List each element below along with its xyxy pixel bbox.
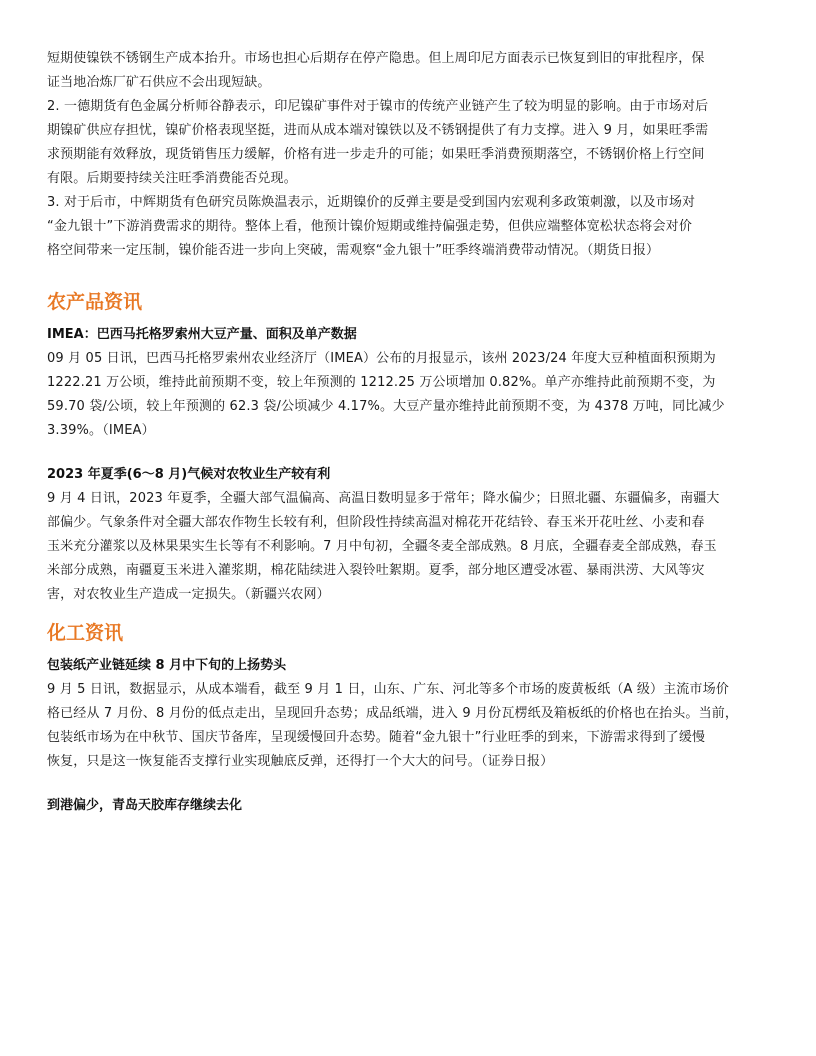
- article-title: 包装纸产业链延续 8 月中下旬的上扬势头: [47, 658, 287, 673]
- paragraph-line: 求预期能有效释放，现货销售压力缓解，价格有进一步走升的可能；如果旺季消费预期落空，不锈钢价格上行空间: [47, 147, 705, 162]
- agri-section: [47, 287, 756, 607]
- news-article: [47, 463, 756, 607]
- section-heading: 化工资讯: [47, 622, 124, 644]
- news-article: [47, 654, 756, 774]
- paragraph-line: “金九银十”下游消费需求的期待。整体上看，他预计镍价短期或维持偏强走势，但供应端整体宽松状态将会对价: [47, 219, 692, 234]
- paragraph-line: 3. 对于后市，中辉期货有色研究员陈焕温表示，近期镍价的反弹主要是受到国内宏观利多政策刺激，以及市场对: [47, 195, 696, 210]
- paragraph-line: 恢复，只是这一恢复能否支撑行业实现触底反弹，还得打一个大大的问号。（证券日报）: [47, 754, 554, 769]
- paragraph-line: 玉米充分灌浆以及林果果实生长等有不利影响。7 月中旬初，全疆冬麦全部成熟。8 月底，全疆春麦全部成熟，春玉: [47, 539, 717, 554]
- paragraph-line: 2. 一德期货有色金属分析师谷静表示，印尼镍矿事件对于镍市的传统产业链产生了较为明显的影响。由于市场对后: [47, 99, 709, 114]
- paragraph-line: 短期使镍铁不锈钢生产成本抬升。市场也担心后期存在停产隐患。但上周印尼方面表示已恢复到旧的审批程序，保: [47, 51, 705, 66]
- paragraph-line: 期镍矿供应存担忧，镍矿价格表现坚挺，进而从成本端对镍铁以及不锈钢提供了有力支撑。进入 9 月，如果旺季需: [47, 123, 709, 138]
- section-heading: 农产品资讯: [47, 291, 143, 313]
- paragraph-line: 9 月 5 日讯，数据显示，从成本端看，截至 9 月 1 日，山东、广东、河北等多个市场的废黄板纸（A 级）主流市场价: [47, 682, 729, 697]
- paragraph-line: 格已经从 7 月份、8 月份的低点走出，呈现回升态势；成品纸端，进入 9 月份瓦楞纸及箱板纸的价格也在抬头。当前，: [47, 706, 739, 721]
- news-article: [47, 794, 756, 818]
- chem-section: [47, 618, 756, 818]
- paragraph-line: 9 月 4 日讯，2023 年夏季，全疆大部气温偏高、高温日数明显多于常年；降水偏少；日照北疆、东疆偏多，南疆大: [47, 491, 720, 506]
- paragraph-line: 09 月 05 日讯，巴西马托格罗索州农业经济厅（IMEA）公布的月报显示，该州 2023/24 年度大豆种植面积预期为: [47, 351, 716, 366]
- paragraph-line: 包装纸市场为在中秋节、国庆节备库，呈现缓慢回升态势。随着“金九银十”行业旺季的到来，下游需求得到了缓慢: [47, 730, 706, 745]
- paragraph-line: 证当地冶炼厂矿石供应不会出现短缺。: [47, 75, 271, 90]
- paragraph-line: 59.70 袋/公顷，较上年预测的 62.3 袋/公顷减少 4.17%。大豆产量亦维持此前预期不变，为 4378 万吨，同比减少: [47, 399, 725, 414]
- paragraph-line: 格空间带来一定压制，镍价能否进一步向上突破，需观察“金九银十”旺季终端消费带动情况。（期货日报）: [47, 243, 660, 258]
- paragraph-line: 3.39%。（IMEA）: [47, 423, 155, 438]
- paragraph-line: 害，对农牧业生产造成一定损失。（新疆兴农网）: [47, 587, 330, 602]
- paragraph-line: 1222.21 万公顷，维持此前预期不变，较上年预测的 1212.25 万公顷增加 0.82%。单产亦维持此前预期不变，为: [47, 375, 716, 390]
- news-article: [47, 323, 756, 443]
- paragraph-line: 部偏少。气象条件对全疆大部农作物生长较有利，但阶段性持续高温对棉花开花结铃、春玉米开花吐丝、小麦和春: [47, 515, 705, 530]
- paragraph-line: 米部分成熟，南疆夏玉米进入灌浆期，棉花陆续进入裂铃吐絮期。夏季，部分地区遭受冰雹、暴雨洪涝、大风等灾: [47, 563, 705, 578]
- article-title: 2023 年夏季(6～8 月)气候对农牧业生产较有利: [47, 467, 331, 482]
- paragraph-line: 有限。后期要持续关注旺季消费能否兑现。: [47, 171, 297, 186]
- article-title: IMEA：巴西马托格罗索州大豆产量、面积及单产数据: [47, 327, 357, 342]
- article-title: 到港偏少，青岛天胶库存继续去化: [47, 798, 243, 813]
- intro-block: [47, 47, 756, 263]
